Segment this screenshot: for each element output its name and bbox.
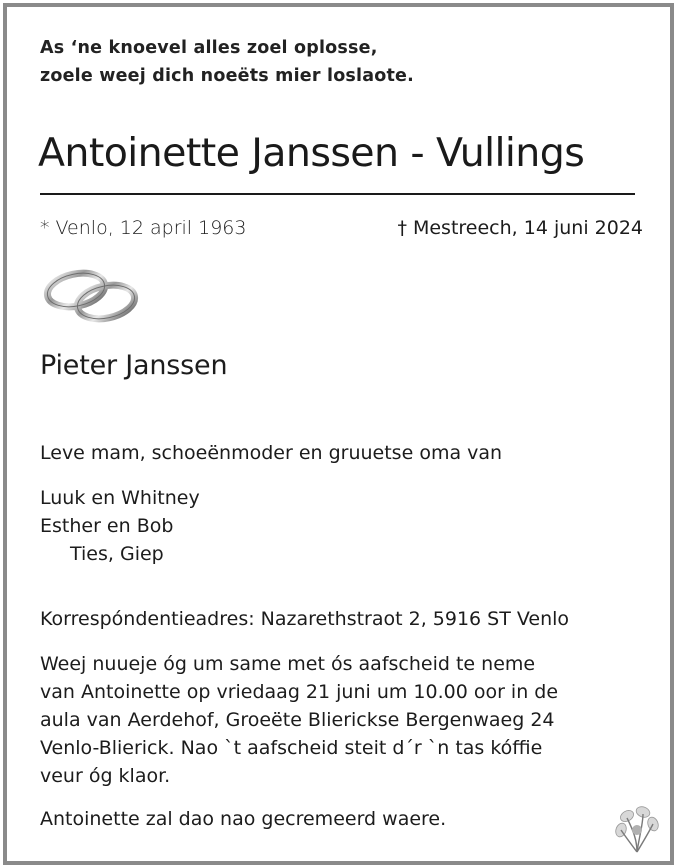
death-info: † Mestreech, 14 juni 2024 [397, 217, 643, 239]
flower-logo-icon [609, 800, 665, 856]
poem [40, 34, 414, 90]
farewell-line: Weej nuueje óg um same met ós aafscheid te neme [40, 653, 536, 675]
family-intro: Leve mam, schoeënmoder en gruuetse oma van [40, 442, 503, 464]
farewell-line: aula van Aerdehof, Groeëte Bliericksе Bergenwaeg 24 [40, 709, 555, 731]
poem-line: As ‘ne knoevel alles zoel oplosse, [40, 38, 378, 58]
farewell-line: Venlo-Blierick. Nao `t aafscheid steit d´r `n tas kóffie [40, 737, 543, 759]
grandchildren: Ties, Giep [70, 543, 164, 565]
correspondence-address: Korrespóndentieadres: Nazarethstraot 2, 5916 ST Venlo [40, 608, 570, 630]
poem-line: zoele weej dich noeëts mier loslaote. [40, 66, 414, 86]
family-member: Luuk en Whitney [40, 487, 200, 509]
farewell-line: veur óg klaor. [40, 765, 171, 787]
family-list [40, 484, 200, 568]
family-member: Esther en Bob [40, 515, 174, 537]
birth-info: * Venlo, 12 april 1963 [40, 217, 247, 239]
wedding-rings-icon [40, 266, 140, 328]
farewell-text [40, 650, 558, 790]
divider [40, 193, 635, 195]
farewell-line: van Antoinette op vriedaag 21 juni um 10.00 oor in de [40, 681, 559, 703]
partner-name: Pieter Janssen [40, 350, 228, 381]
cremation-notice: Antoinette zal dao nao gecremeerd waere. [40, 808, 447, 830]
deceased-name: Antoinette Janssen - Vullings [38, 130, 585, 176]
